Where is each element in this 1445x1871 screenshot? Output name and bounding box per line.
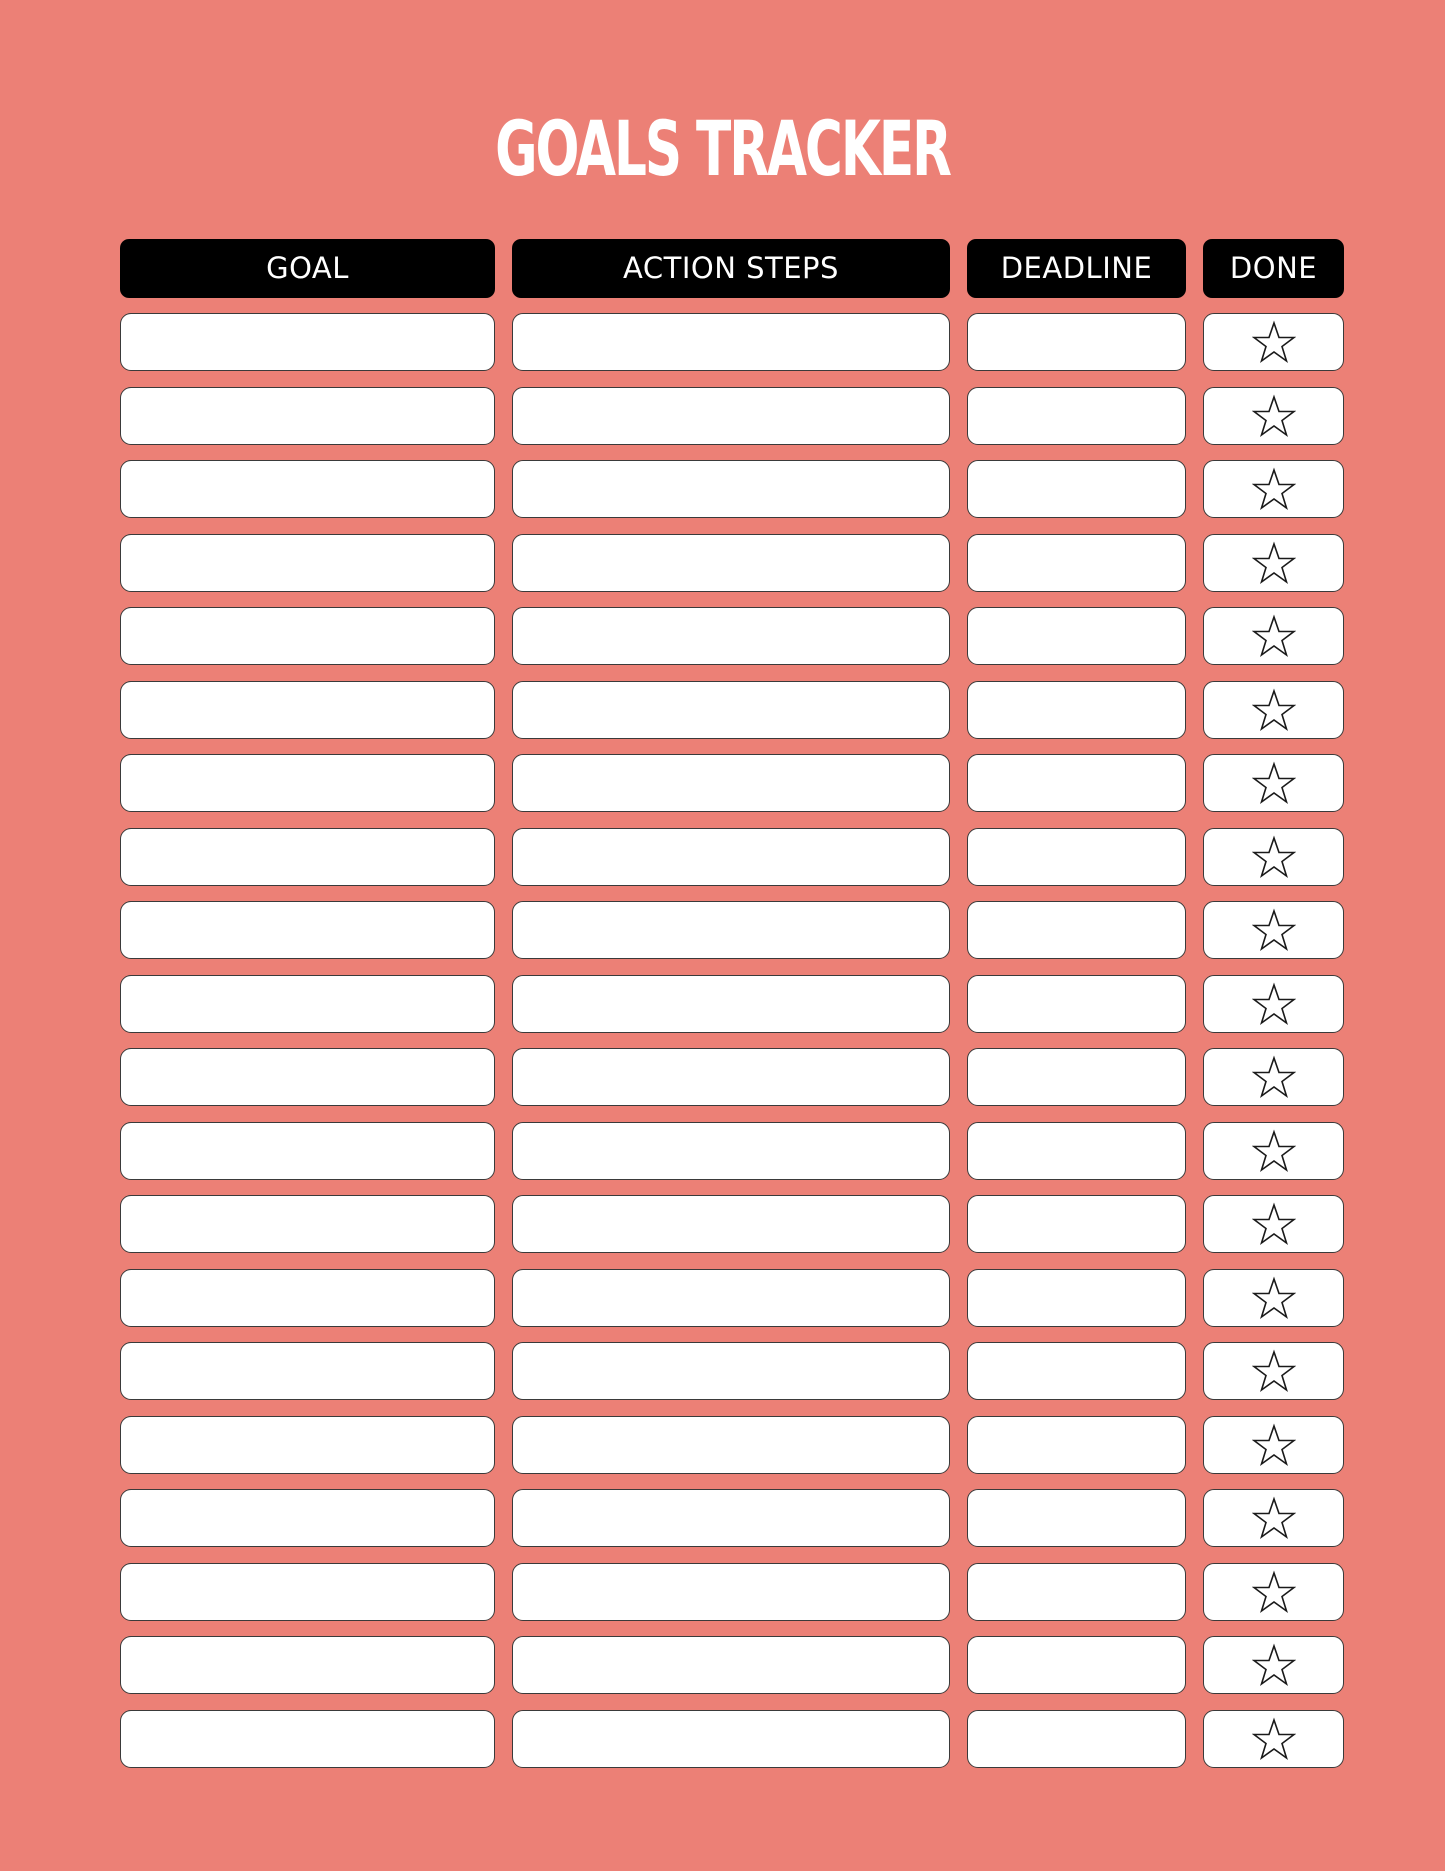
header-done: DONE [1203,239,1344,298]
star-outline-icon[interactable] [1252,688,1296,732]
star-outline-icon[interactable] [1252,1570,1296,1614]
deadline-cell[interactable] [967,460,1186,518]
done-cell[interactable] [1203,1195,1344,1253]
deadline-cell[interactable] [967,387,1186,445]
done-cell[interactable] [1203,313,1344,371]
action-steps-cell[interactable] [512,607,950,665]
action-steps-cell[interactable] [512,1269,950,1327]
action-steps-cell[interactable] [512,1489,950,1547]
header-deadline: DEADLINE [967,239,1186,298]
star-outline-icon[interactable] [1252,761,1296,805]
action-steps-cell[interactable] [512,313,950,371]
done-cell[interactable] [1203,754,1344,812]
goal-cell[interactable] [120,1636,495,1694]
star-outline-icon[interactable] [1252,467,1296,511]
goal-cell[interactable] [120,681,495,739]
action-steps-cell[interactable] [512,460,950,518]
deadline-cell[interactable] [967,681,1186,739]
goal-cell[interactable] [120,313,495,371]
action-steps-cell[interactable] [512,754,950,812]
action-steps-cell[interactable] [512,901,950,959]
goal-cell[interactable] [120,901,495,959]
goal-cell[interactable] [120,1710,495,1768]
done-cell[interactable] [1203,1122,1344,1180]
goal-cell[interactable] [120,534,495,592]
goal-cell[interactable] [120,387,495,445]
action-steps-cell[interactable] [512,1636,950,1694]
done-cell[interactable] [1203,1416,1344,1474]
deadline-cell[interactable] [967,1563,1186,1621]
header-goal: GOAL [120,239,495,298]
done-cell[interactable] [1203,460,1344,518]
done-cell[interactable] [1203,607,1344,665]
action-steps-cell[interactable] [512,1710,950,1768]
deadline-cell[interactable] [967,1416,1186,1474]
action-steps-cell[interactable] [512,534,950,592]
deadline-cell[interactable] [967,1710,1186,1768]
goal-cell[interactable] [120,1122,495,1180]
star-outline-icon[interactable] [1252,1643,1296,1687]
done-cell[interactable] [1203,387,1344,445]
done-cell[interactable] [1203,1636,1344,1694]
done-cell[interactable] [1203,534,1344,592]
action-steps-cell[interactable] [512,975,950,1033]
star-outline-icon[interactable] [1252,1129,1296,1173]
goal-cell[interactable] [120,1048,495,1106]
deadline-cell[interactable] [967,1122,1186,1180]
star-outline-icon[interactable] [1252,1496,1296,1540]
deadline-cell[interactable] [967,607,1186,665]
star-outline-icon[interactable] [1252,394,1296,438]
goal-cell[interactable] [120,1416,495,1474]
star-outline-icon[interactable] [1252,541,1296,585]
deadline-cell[interactable] [967,1489,1186,1547]
goal-cell[interactable] [120,754,495,812]
goal-cell[interactable] [120,607,495,665]
deadline-cell[interactable] [967,754,1186,812]
goal-cell[interactable] [120,1563,495,1621]
goal-cell[interactable] [120,1269,495,1327]
done-cell[interactable] [1203,681,1344,739]
star-outline-icon[interactable] [1252,982,1296,1026]
action-steps-cell[interactable] [512,1048,950,1106]
star-outline-icon[interactable] [1252,835,1296,879]
goal-cell[interactable] [120,1489,495,1547]
action-steps-cell[interactable] [512,681,950,739]
star-outline-icon[interactable] [1252,1423,1296,1467]
action-steps-cell[interactable] [512,387,950,445]
deadline-cell[interactable] [967,1269,1186,1327]
star-outline-icon[interactable] [1252,1717,1296,1761]
action-steps-cell[interactable] [512,1416,950,1474]
star-outline-icon[interactable] [1252,908,1296,952]
deadline-cell[interactable] [967,901,1186,959]
action-steps-cell[interactable] [512,1563,950,1621]
done-cell[interactable] [1203,901,1344,959]
done-cell[interactable] [1203,1269,1344,1327]
done-cell[interactable] [1203,828,1344,886]
goal-cell[interactable] [120,975,495,1033]
done-cell[interactable] [1203,975,1344,1033]
action-steps-cell[interactable] [512,1122,950,1180]
star-outline-icon[interactable] [1252,1055,1296,1099]
star-outline-icon[interactable] [1252,1349,1296,1393]
action-steps-cell[interactable] [512,1342,950,1400]
star-outline-icon[interactable] [1252,614,1296,658]
done-cell[interactable] [1203,1342,1344,1400]
done-cell[interactable] [1203,1710,1344,1768]
action-steps-cell[interactable] [512,1195,950,1253]
star-outline-icon[interactable] [1252,1202,1296,1246]
goal-cell[interactable] [120,1342,495,1400]
deadline-cell[interactable] [967,1048,1186,1106]
star-outline-icon[interactable] [1252,320,1296,364]
star-outline-icon[interactable] [1252,1276,1296,1320]
done-cell[interactable] [1203,1563,1344,1621]
deadline-cell[interactable] [967,975,1186,1033]
deadline-cell[interactable] [967,828,1186,886]
done-cell[interactable] [1203,1048,1344,1106]
deadline-cell[interactable] [967,313,1186,371]
goal-cell[interactable] [120,828,495,886]
header-action-steps: ACTION STEPS [512,239,950,298]
goal-cell[interactable] [120,1195,495,1253]
deadline-cell[interactable] [967,534,1186,592]
goal-cell[interactable] [120,460,495,518]
deadline-cell[interactable] [967,1342,1186,1400]
deadline-cell[interactable] [967,1195,1186,1253]
deadline-cell[interactable] [967,1636,1186,1694]
done-cell[interactable] [1203,1489,1344,1547]
page-title: GOALS TRACKER [495,104,950,193]
action-steps-cell[interactable] [512,828,950,886]
